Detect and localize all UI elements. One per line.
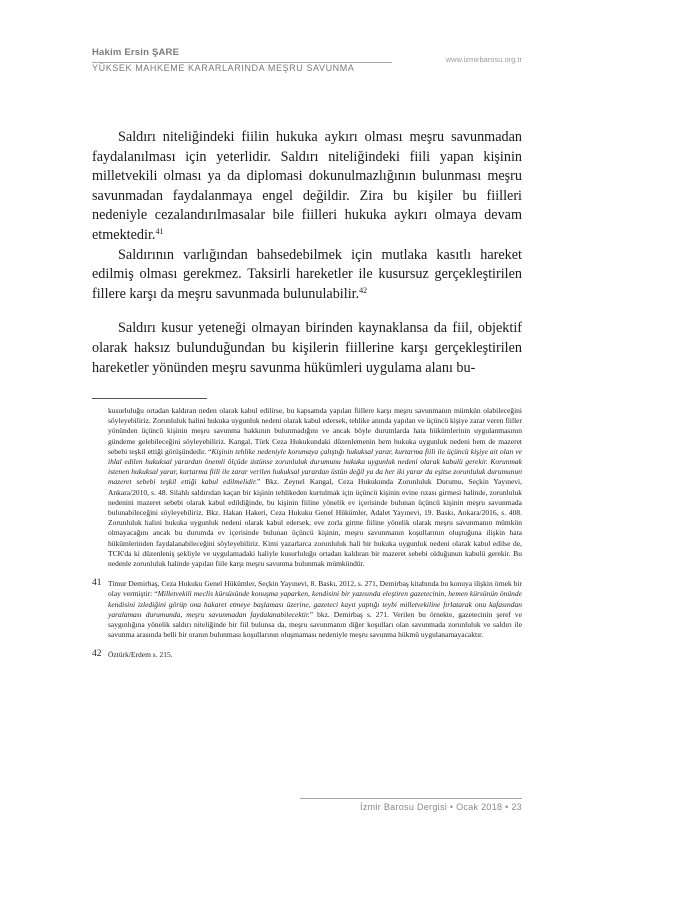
- paragraph-text: Saldırının varlığından bahsedebilmek için mutlaka kasıtlı hareket edilmiş olması gerekmez. Taksirli hareketler ile kusursuz gerçekleştirilen fillere karşı da meşru savunmada bulunulabilir.: [92, 246, 522, 302]
- footnote-continuation: kusurluluğu ortadan kaldıran neden olarak kabul edilirse, bu kapsamda yapılan fiillere karşı meşru savunmanın mümkün olabileceğini söyleyebiliriz. Zorunluluk halini hukuka uygunluk nedeni olarak kabul edersek, tehlike anında yapılan ve üçüncü kişiye zarar veren fiiller yönünden üçüncü kişinin meşru savunma hakkının bulunmadığını ve ancak böyle durumlarda hata hükümlerinin uygulanmasının gündeme gelebileceğini söyleyebiliriz. Kangal, Türk Ceza Hukukundaki düzenlemenin hem hukuka uygunluk nedeni hem de mazeret sebebi teşkil ettiği görüşündedir. “Kişinin tehlike nedeniyle korumaya çalıştığı hukuksal yarar, kurtarma fiili ile üçüncü kişiye ait olan ve ihlal edilen hukuksal yarardan önemli ölçüde üstünse zorunluluk durumunu hukuka uygunluk nedeni olarak kabulü gerekir. Korunmak istenen hukuksal yarar, kurtarma fiili ile zarar verilen hukuksal yarardan üstün değil ya da her iki yarar da eşitse zorunluluk durumunun mazeret sebebi teşkil ettiği kabul edilmelidir.” Bkz. Zeynel Kangal, Ceza Hukukunda Zorunluluk Durumu, Seçkin Yayınevi, Ankara/2010, s. 48. Silahlı saldırıdan kaçan bir kişinin tehlikeden kurtulmak için üçüncü kişinin evine rızası girmesi halinde, zorunluluk nedenini mazeret sebebi olarak kabul edildiğinde, bu kişinin fiiline yönelik ev içerisinde bulunan üçüncü kişinin meşru savunmada bulunabileceğini söyleyebiliriz. Bkz. Hakan Hakeri, Ceza Hukuku Genel Hükümler, Adalet Yayınevi, 19. Baskı, Ankara/2016, s. 408. Zorunluluk halini hukuka uygunluk nedeni olarak kabul edersek, eve zorla girme fiiline yönelik olarak meşru savunmanın mümkün olmayacağını ancak bu durumda ev içerisinde bulunan üçüncü kişinin, meşru savunmanın koşullarının oluştuğuna ilişkin hata hükümlerinden faydalanabileceğini söyleyebiliriz. Kimi yazarlarca zorunluluk hali bir hukuka uygunluk nedeni olarak kabul edilse de, TCK'da ki düzenleniş şekliyle ve uygulamadaki haliyle kusurluluğu ortadan kaldıran bir mazeret sebebi olduğunun kabulü gerekir. Bu nedenle zorunluluk halinde yapılan fiile karşı meşru savunma bulunmak mümkündür.: [108, 406, 522, 569]
- footnotes: [92, 406, 522, 661]
- header-author: Hakim Ersin ŞARE: [92, 47, 180, 58]
- paragraph-text: Saldırı kusur yeteneği olmayan birinden kaynaklansa da fiil, objektif olarak haksız bulunduğundan bu kişilerin fiillerine karşı gerçekleştirilen hareketler yönünden meşru savunma hükümleri uygulama alanı bu-: [92, 320, 522, 376]
- footnote-42: 42 Öztürk/Erdem s. 215.: [92, 649, 173, 660]
- header-title: YÜKSEK MAHKEME KARARLARINDA MEŞRU SAVUNMA: [92, 63, 355, 73]
- footnote-ref[interactable]: 42: [359, 285, 368, 295]
- footnote-number: 41: [92, 578, 102, 589]
- footnote-separator: [92, 398, 207, 399]
- paragraph: [92, 128, 522, 246]
- footer-journal: İzmir Barosu Dergisi • Ocak 2018 • 23: [360, 802, 522, 812]
- paragraph: [92, 246, 522, 305]
- footnote-ref[interactable]: 41: [155, 226, 164, 236]
- footer-rule: [300, 798, 522, 799]
- body-text: [92, 128, 522, 378]
- footnote-number: 42: [92, 649, 102, 660]
- header-url[interactable]: www.izmirbarosu.org.tr: [445, 55, 522, 64]
- paragraph: [92, 319, 522, 378]
- footnote-41: 41 Timur Demirbaş, Ceza Hukuku Genel Hükümler, Seçkin Yayınevi, 8. Baskı, 2012, s. 271, Demirbaş kitabında bu konuya ilişkin örnek bir olay vermiştir: “Milletvekili meclis kürsüsünde konuşma yaparken, kendisini bir yazısında eleştiren gazetecinin, hemen kürsünün önünde kendisini izlediğini görüp ona hakaret etmeye başlaması üzerine, gazeteci kayıt yaptığı teybi milletvekiline fırlatarak onu kafasından yaralaması durumunda, meşru savunmadan faydalanabilecektir.” bkz. Demirbaş s. 271. Verilen bu örnekte, gazetecinin şeref ve saygınlığına yönelik saldırı niteliğinde bir fiil bulunsa da, meşru savunmanın diğer koşulları olan savunmada zorunluluk ve saldırı ile savunma arasında belli bir oranın bulunması koşullarının oluşmaması nedeniyle meşru savunma hükmü uygulanamayacaktır.: [92, 578, 523, 640]
- paragraph-text: Saldırı niteliğindeki fiilin hukuka aykırı olması meşru savunmadan faydalanılması için yeterlidir. Saldırı niteliğindeki fiili yapan kişinin milletvekili olması ya da diplomasi dokunulmazlığının bulunması meşru savunmadan faydalanmaya engel değildir. Zira bu kişiler bu fiilleri nedeniyle cezalandırılmasalar bile fiilleri hukuka aykırı olmaya devam etmektedir.: [92, 129, 522, 243]
